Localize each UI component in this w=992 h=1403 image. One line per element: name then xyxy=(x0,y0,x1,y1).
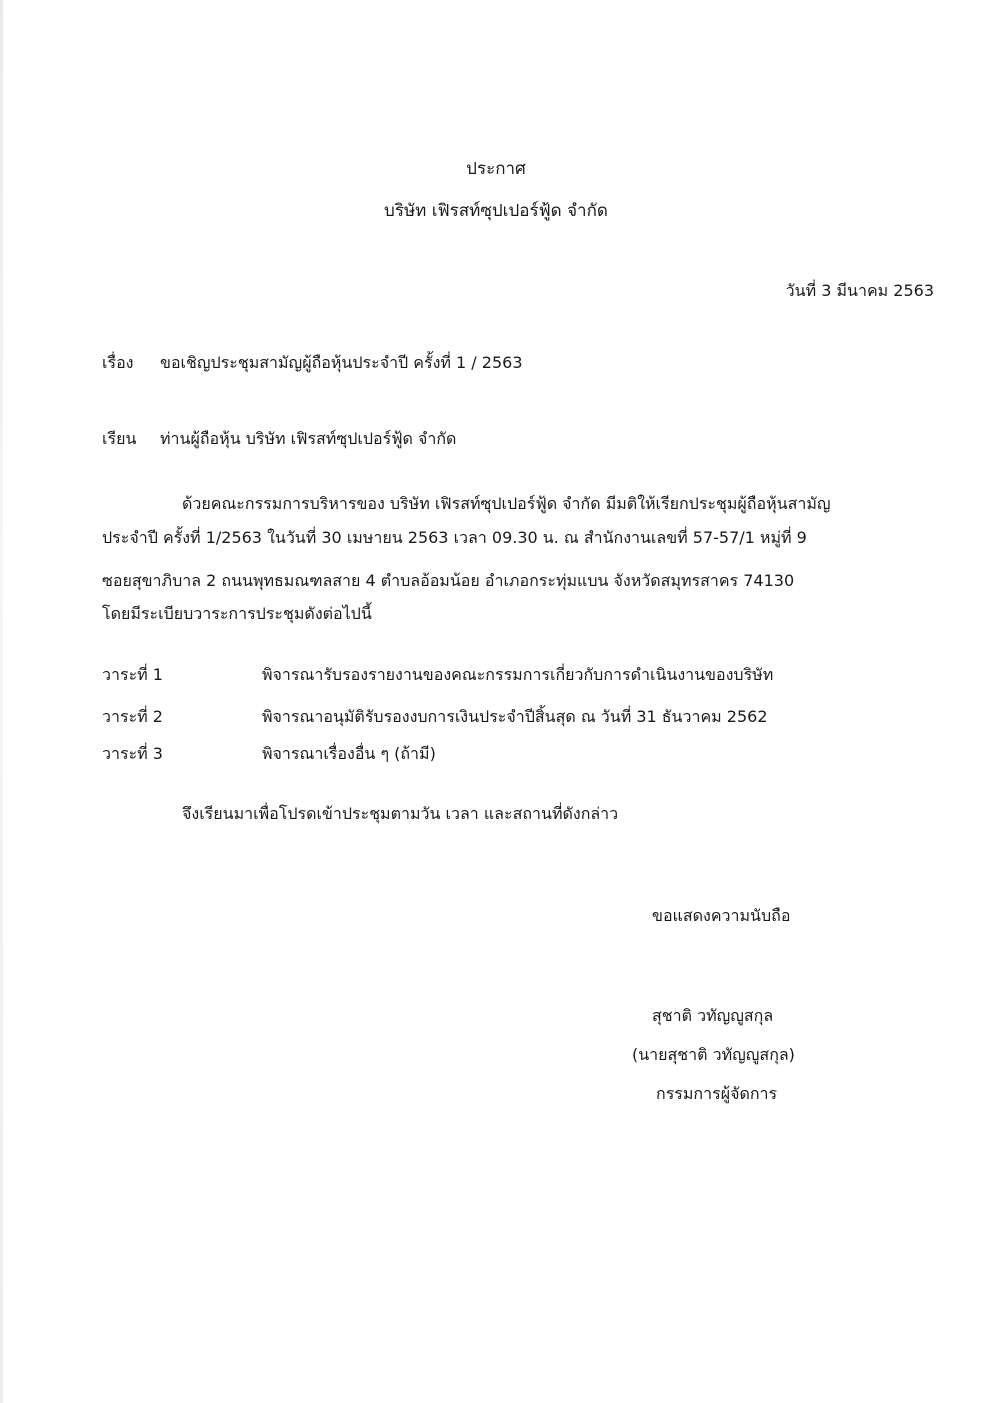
agenda-1-label: วาระที่ 1 xyxy=(102,665,163,684)
company-name-heading: บริษัท เฟิรสท์ซุปเปอร์ฟู้ด จำกัด xyxy=(384,201,608,221)
signature-full-name: (นายสุชาติ วทัญญูสกุล) xyxy=(632,1045,795,1064)
agenda-2-label: วาระที่ 2 xyxy=(102,707,163,726)
closing-sentence: จึงเรียนมาเพื่อโปรดเข้าประชุมตามวัน เวลา และสถานที่ดังกล่าว xyxy=(182,804,619,823)
subject-label: เรื่อง xyxy=(102,353,134,372)
agenda-2-text: พิจารณาอนุมัติรับรองงบการเงินประจำปีสิ้นสุด ณ วันที่ 31 ธันวาคม 2562 xyxy=(262,707,768,726)
body-line-1: ด้วยคณะกรรมการบริหารของ บริษัท เฟิรสท์ซุปเปอร์ฟู้ด จำกัด มีมติให้เรียกประชุมผู้ถือหุ้นสามัญ xyxy=(182,494,831,513)
signature-position: กรรมการผู้จัดการ xyxy=(656,1084,778,1103)
recipient-label: เรียน xyxy=(102,429,137,448)
agenda-1-text: พิจารณารับรองรายงานของคณะกรรมการเกี่ยวกับการดำเนินงานของบริษัท xyxy=(262,665,774,684)
body-line-2: ประจำปี ครั้งที่ 1/2563 ในวันที่ 30 เมษายน 2563 เวลา 09.30 น. ณ สำนักงานเลขที่ 57-57/1 หมู่ที่ 9 xyxy=(102,528,807,547)
body-line-3: ซอยสุขาภิบาล 2 ถนนพุทธมณฑลสาย 4 ตำบลอ้อมน้อย อำเภอกระทุ่มแบน จังหวัดสมุทรสาคร 74130 xyxy=(102,571,795,590)
agenda-3-label: วาระที่ 3 xyxy=(102,744,163,763)
regards-text: ขอแสดงความนับถือ xyxy=(652,906,791,925)
document-date: วันที่ 3 มีนาคม 2563 xyxy=(785,281,934,300)
recipient-text: ท่านผู้ถือหุ้น บริษัท เฟิรสท์ซุปเปอร์ฟู้ด จำกัด xyxy=(160,429,457,448)
body-line-4: โดยมีระเบียบวาระการประชุมดังต่อไปนี้ xyxy=(102,604,372,623)
subject-text: ขอเชิญประชุมสามัญผู้ถือหุ้นประจำปี ครั้งที่ 1 / 2563 xyxy=(160,353,523,372)
announcement-title: ประกาศ xyxy=(466,159,526,179)
agenda-3-text: พิจารณาเรื่องอื่น ๆ (ถ้ามี) xyxy=(262,744,436,763)
signature-name: สุชาติ วทัญญูสกุล xyxy=(652,1006,774,1025)
